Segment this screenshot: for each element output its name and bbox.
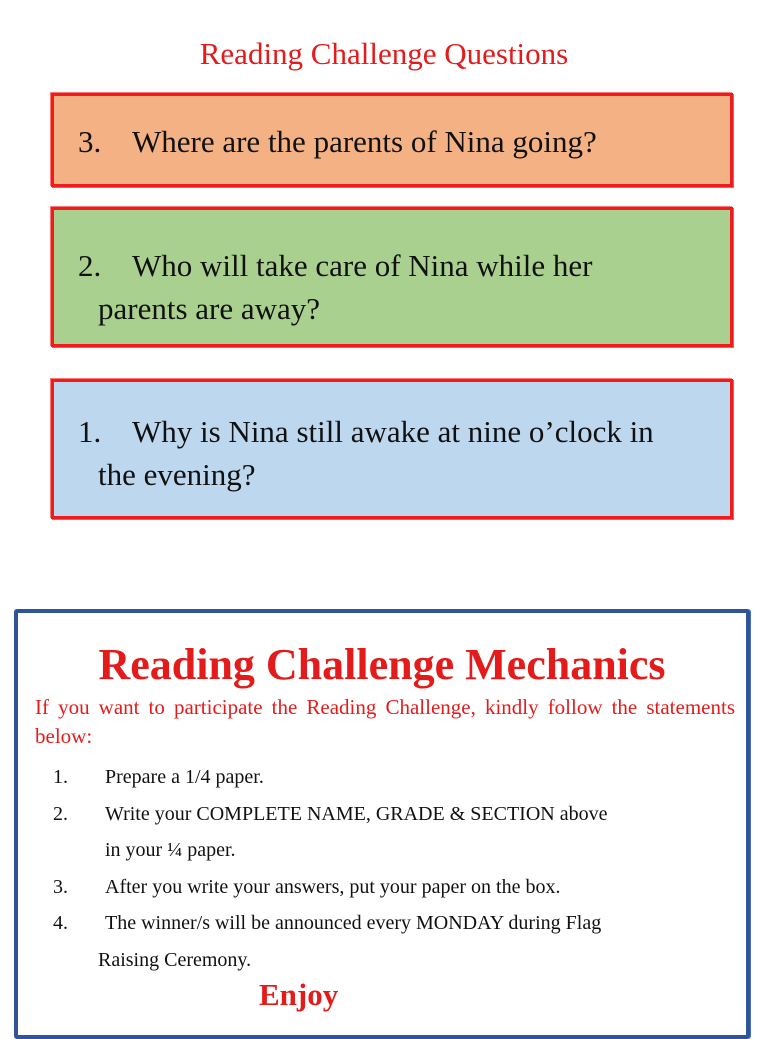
- question-text-continued: parents are away?: [98, 291, 321, 326]
- step-number: 2.: [53, 802, 68, 825]
- question-card-2: [51, 207, 733, 347]
- question-text: 2. Who will take care of Nina while her: [78, 244, 720, 287]
- list-item: [18, 796, 738, 869]
- step-text: After you write your answers, put your paper on the box.: [105, 875, 561, 898]
- step-text-continued: Raising Ceremony.: [98, 948, 252, 971]
- step-text: The winner/s will be announced every MONDAY during Flag: [105, 912, 602, 934]
- question-card-3: [51, 93, 733, 187]
- question-card-1: [51, 379, 733, 519]
- mechanics-frame: [14, 609, 750, 1039]
- mechanics-title: Reading Challenge Mechanics: [98, 640, 666, 689]
- step-text: Prepare a 1/4 paper.: [105, 766, 264, 788]
- question-number: 2.: [78, 248, 102, 283]
- step-text: Write your COMPLETE NAME, GRADE & SECTION above: [105, 802, 608, 825]
- question-text: 1. Why is Nina still awake at nine o’clock in: [78, 410, 720, 453]
- question-text-continued: the evening?: [98, 457, 256, 492]
- question-number: 1.: [78, 414, 102, 449]
- step-number: 1.: [53, 766, 68, 788]
- list-item: [18, 869, 738, 906]
- step-number: 3.: [53, 875, 68, 898]
- mechanics-steps-list: [18, 759, 738, 978]
- page-title: Reading Challenge Questions: [199, 36, 569, 71]
- step-number: 4.: [53, 912, 68, 934]
- question-text: 3. Where are the parents of Nina going?: [78, 120, 720, 163]
- closing-text: Enjoy: [259, 977, 339, 1012]
- step-text-continued: in your ¼ paper.: [105, 839, 236, 861]
- list-item: [18, 905, 738, 978]
- question-number: 3.: [78, 124, 102, 159]
- list-item: [18, 759, 738, 796]
- mechanics-intro: If you want to participate the Reading Challenge, kindly follow the statements below:: [35, 695, 735, 748]
